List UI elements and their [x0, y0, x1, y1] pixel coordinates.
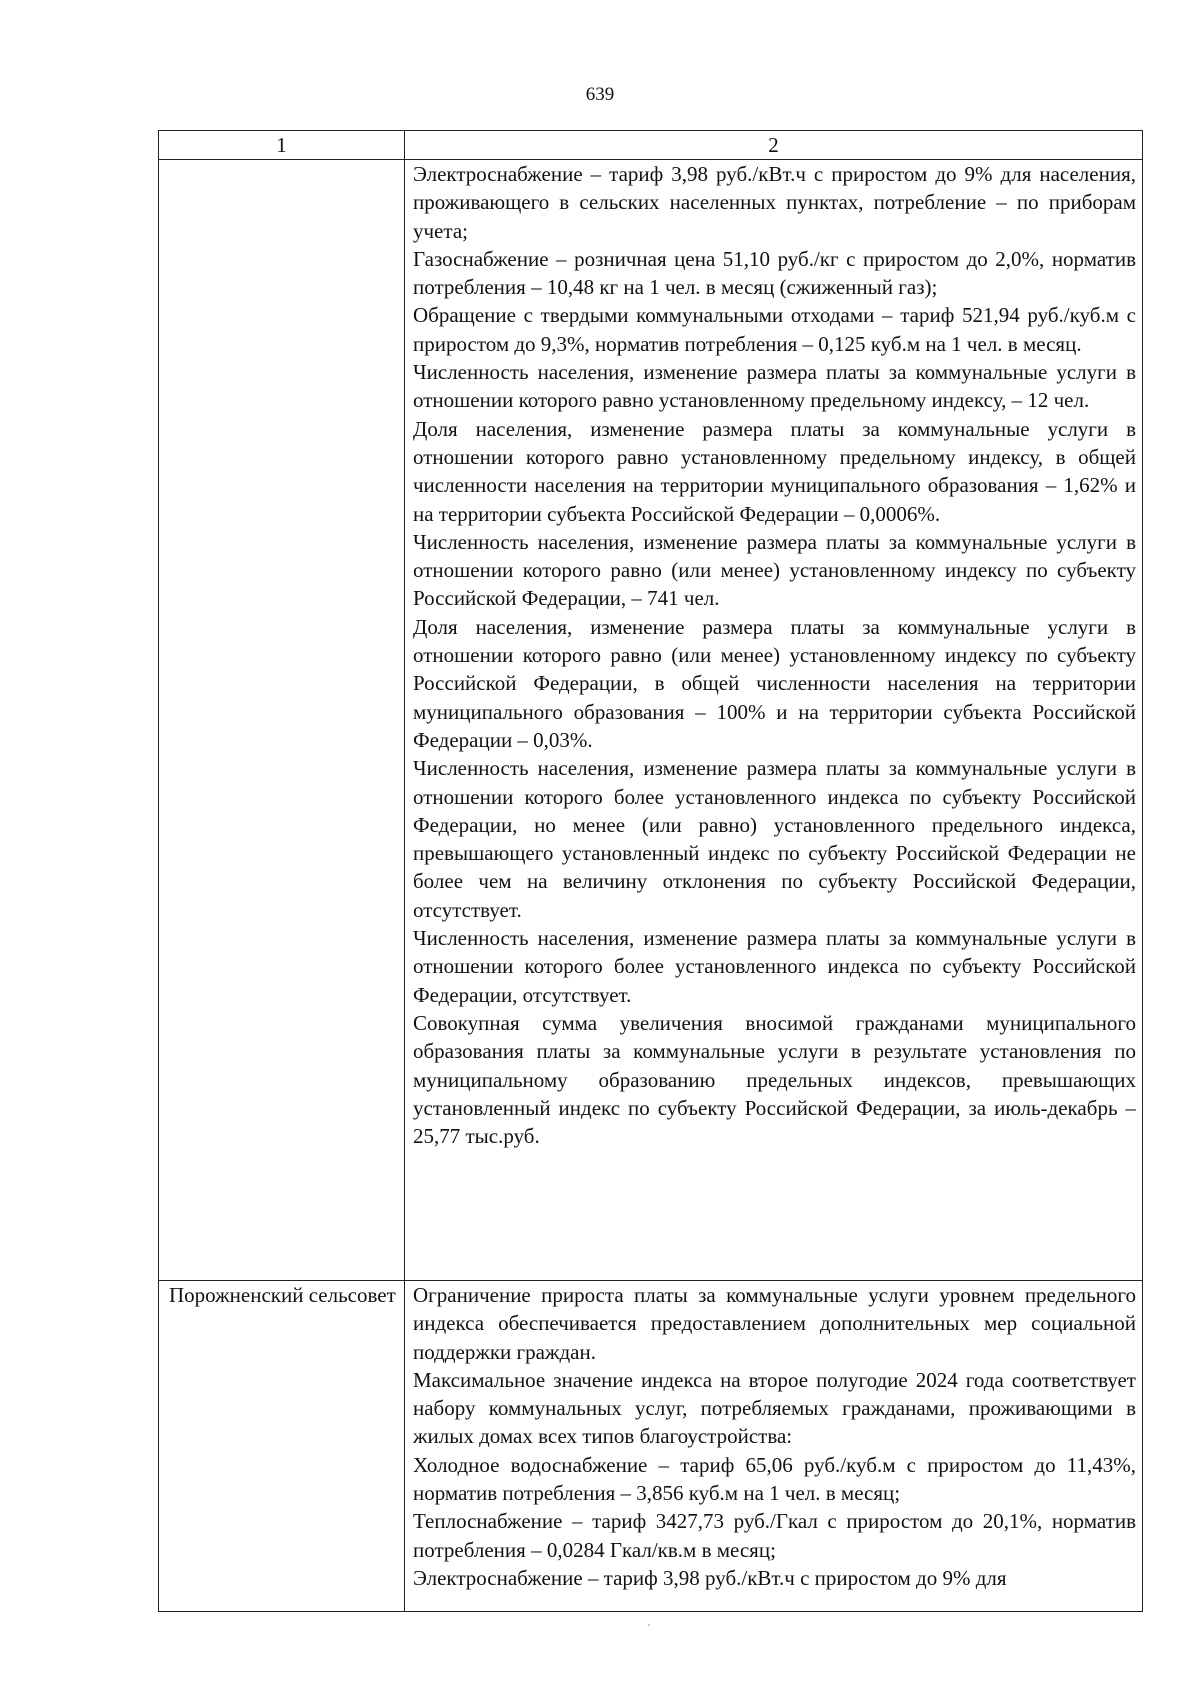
- paragraph: Теплоснабжение – тариф 3427,73 руб./Гкал с приростом до 20,1%, норматив потребления – 0,0284 Гкал/кв.м в месяц;: [413, 1509, 1136, 1562]
- paragraph: Электроснабжение – тариф 3,98 руб./кВт.ч с приростом до 9% для: [413, 1565, 1007, 1590]
- municipality-name: Порожненский сельсовет: [159, 1281, 405, 1612]
- paragraph: Холодное водоснабжение – тариф 65,06 руб./куб.м с приростом до 11,43%, норматив потребления – 3,856 куб.м на 1 чел. в месяц;: [413, 1452, 1136, 1506]
- paragraph: Численность населения, изменение размера платы за коммунальные услуги в отношении которого равно установленному предельному индексу, – 12 чел.: [413, 360, 1136, 413]
- municipality-name: [159, 160, 405, 1281]
- column-header-1: 1: [159, 131, 405, 160]
- paragraph: Ограничение прироста платы за коммунальные услуги уровнем предельного индекса обеспечивается предоставлением дополнительных мер социальной поддержки граждан.: [413, 1283, 1136, 1364]
- paragraph: Численность населения, изменение размера платы за коммунальные услуги в отношении которого более установленного индекса по субъекту Российской Федерации, отсутствует.: [413, 926, 1136, 1007]
- table-header-row: [159, 131, 1143, 160]
- tariff-table: [158, 130, 1143, 1612]
- scan-speck: [648, 1624, 650, 1626]
- paragraph: Газоснабжение – розничная цена 51,10 руб./кг с приростом до 2,0%, норматив потребления – 10,48 кг на 1 чел. в месяц (сжиженный газ);: [413, 246, 1136, 300]
- column-header-2: 2: [405, 131, 1143, 160]
- row-description: [405, 160, 1143, 1281]
- paragraph: Совокупная сумма увеличения вносимой гражданами муниципального образования платы за коммунальные услуги в результате установления по муниципальному образованию предельных индексов, превышающих установленный индекс по субъекту Российской Федерации, за июль-декабрь – 25,77 тыс.руб.: [413, 1010, 1136, 1149]
- table-row: [159, 1281, 1143, 1612]
- paragraph: Электроснабжение – тариф 3,98 руб./кВт.ч с приростом до 9% для населения, проживающего в сельских населенных пунктах, потребление – по приборам учета;: [413, 162, 1136, 243]
- paragraph: Численность населения, изменение размера платы за коммунальные услуги в отношении которого более установленного индекса по субъекту Российской Федерации, но менее (или равно) установленного предельного индекса, превышающего установленный индекс по субъекту Российской Федерации не более чем на величину отклонения по субъекту Российской Федерации, отсутствует.: [413, 756, 1136, 922]
- table-row: [159, 160, 1143, 1281]
- row-description: [405, 1281, 1143, 1612]
- page-number: 639: [585, 84, 615, 105]
- paragraph: Доля населения, изменение размера платы за коммунальные услуги в отношении которого равно установленному предельному индексу, в общей численности населения на территории муниципального образования – 1,62% и на территории субъекта Российской Федерации – 0,0006%.: [413, 416, 1136, 526]
- paragraph: Обращение с твердыми коммунальными отходами – тариф 521,94 руб./куб.м с приростом до 9,3%, норматив потребления – 0,125 куб.м на 1 чел. в месяц.: [413, 303, 1136, 356]
- paragraph: Максимальное значение индекса на второе полугодие 2024 года соответствует набору коммунальных услуг, потребляемых гражданами, проживающими в жилых домах всех типов благоустройства:: [413, 1367, 1136, 1449]
- paragraph: Численность населения, изменение размера платы за коммунальные услуги в отношении которого равно (или менее) установленному индексу по субъекту Российской Федерации, – 741 чел.: [413, 529, 1136, 611]
- paragraph: Доля населения, изменение размера платы за коммунальные услуги в отношении которого равно (или менее) установленному индексу по субъекту Российской Федерации, в общей численности населения на территории муниципального образования – 100% и на территории субъекта Российской Федерации – 0,03%.: [413, 614, 1136, 752]
